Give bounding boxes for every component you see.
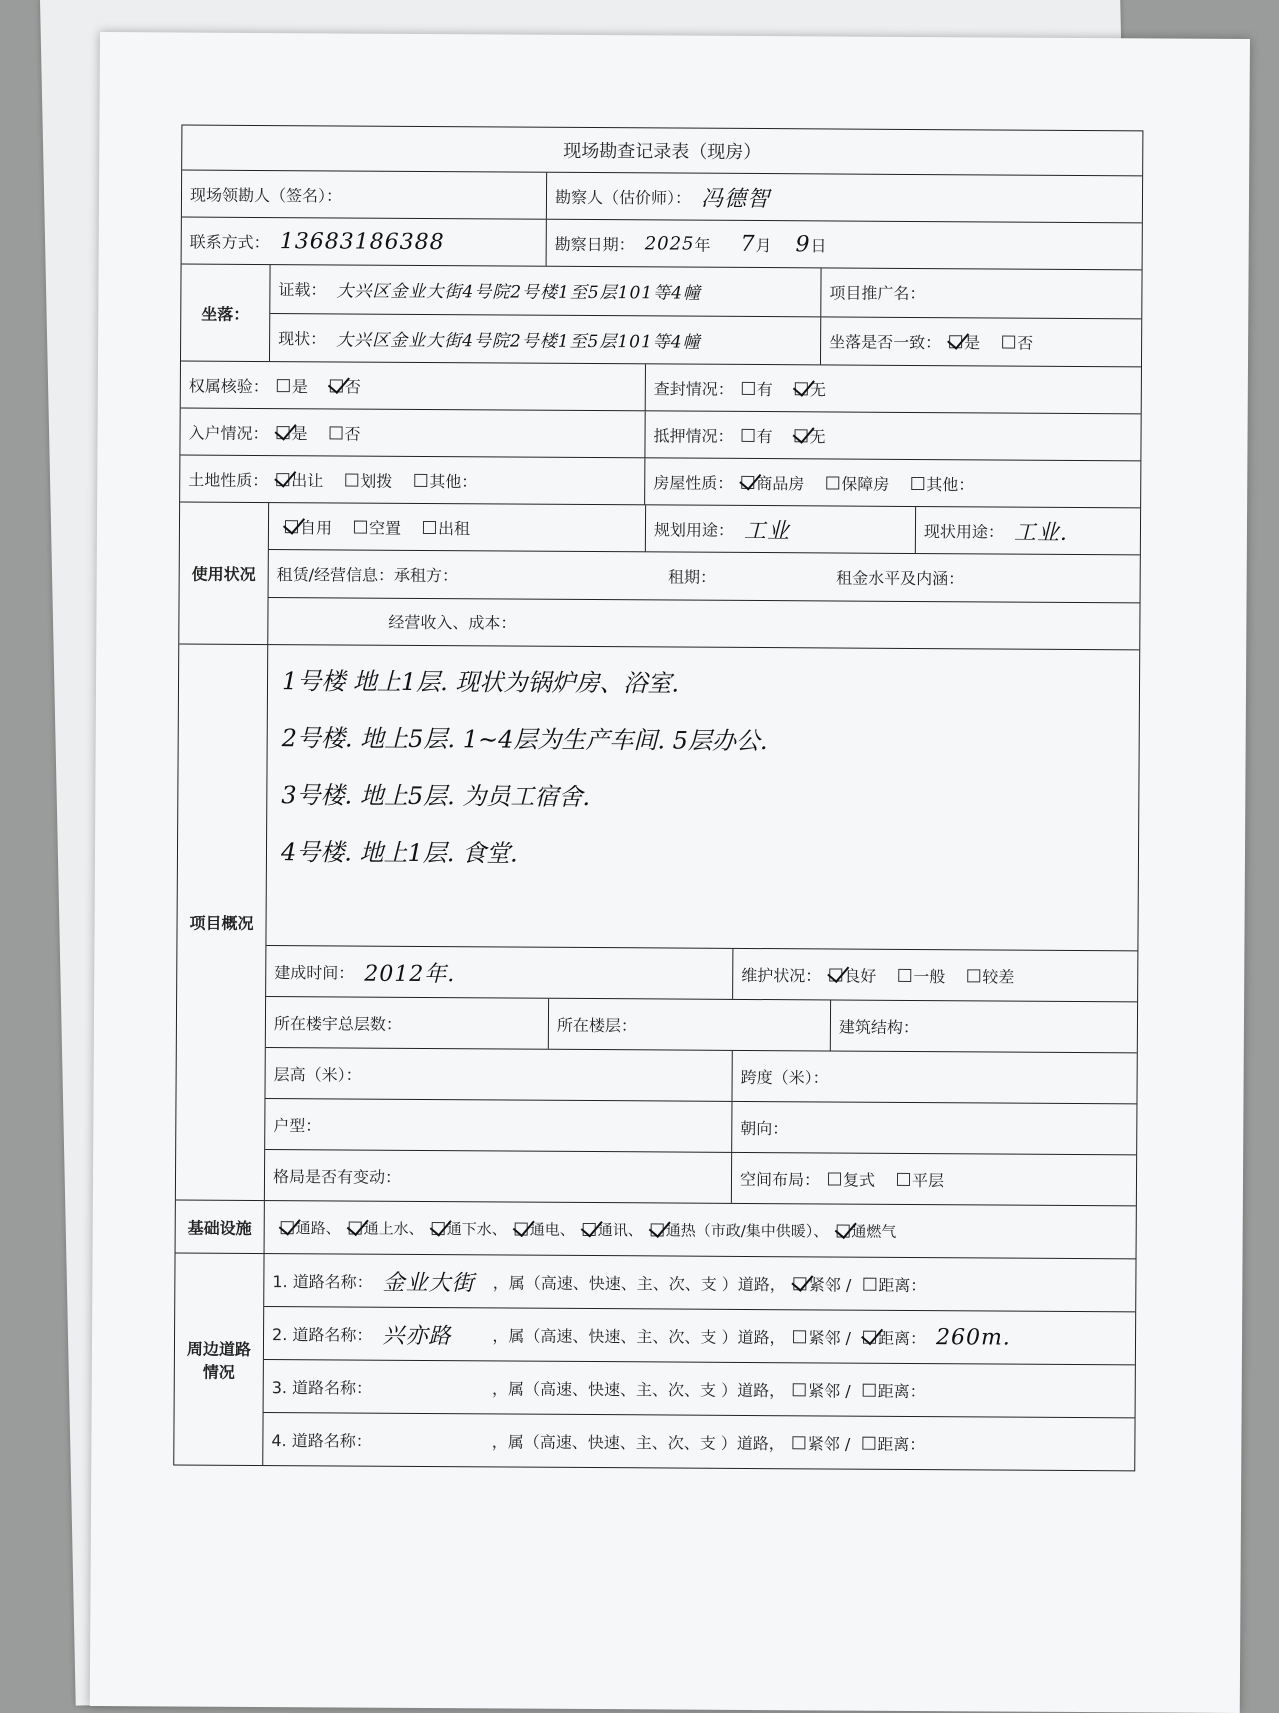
span-label: 跨度（米）： [740, 1067, 829, 1087]
seal-none-label: 无 [809, 379, 826, 399]
actual-use-value: 工业. [1013, 520, 1069, 546]
contact-value: 13683186388 [279, 228, 445, 255]
maint-opt-0-checkbox[interactable] [829, 968, 842, 981]
land-opt-0: 出让 [291, 470, 324, 490]
project-section-label: 项目概况 [189, 913, 254, 933]
maint-opt-1: 一般 [913, 966, 946, 986]
lease-label: 租赁/经营信息：承租方： [276, 565, 459, 586]
road-adjacent-4: 紧邻 / [807, 1433, 851, 1454]
project-note-4: 4号楼. 地上1层. 食堂. [280, 838, 518, 868]
land-opt-0-checkbox[interactable] [276, 473, 289, 486]
road-distance-2-checkbox[interactable] [863, 1330, 876, 1343]
road-section-label: 周边道路情况 [186, 1339, 252, 1382]
road-mid-2: ，属（高速、快速、主、次、支 ）道路， [492, 1325, 786, 1347]
consistent-label: 坐落是否一致： [829, 332, 942, 352]
road-row-2 [264, 1307, 1135, 1364]
date-day: 9 [795, 231, 811, 257]
location-block [269, 265, 1142, 366]
usage-opts-cell [269, 503, 645, 552]
unit-label: 户型： [273, 1115, 322, 1135]
maint-label: 维护状况： [741, 965, 822, 985]
ownership-cell [181, 362, 645, 411]
date-year-suffix: 年 [694, 235, 711, 255]
mortgage-have-label: 有 [756, 426, 773, 446]
seal-cell [645, 364, 1141, 413]
infra-section-label: 基础设施 [187, 1218, 252, 1238]
project-note-3: 3号楼. 地上5层. 为员工宿舍. [281, 781, 591, 812]
ownership-yes-checkbox[interactable] [277, 379, 290, 392]
cert-value: 大兴区金业大街4号院2号楼1至5层101等4幢 [336, 281, 702, 304]
contact-cell [182, 218, 546, 266]
ownership-yes-label: 是 [291, 376, 308, 396]
built-cell [266, 946, 732, 999]
layout-change-label: 格局是否有变动： [272, 1166, 402, 1187]
infra-opt-2: 通下水、 [446, 1219, 507, 1239]
house-opt-0-checkbox[interactable] [741, 475, 754, 488]
mortgage-label: 抵押情况： [653, 425, 734, 446]
entry-yes-checkbox[interactable] [277, 426, 290, 439]
land-opt-1: 划拨 [360, 471, 393, 491]
road-adjacent-2-checkbox[interactable] [793, 1330, 806, 1343]
infra-opt-6: 通燃气 [851, 1222, 897, 1241]
built-value: 2012年. [364, 961, 456, 987]
mortgage-cell [644, 411, 1140, 460]
infra-opt-4: 通讯、 [597, 1220, 643, 1239]
house-opt-2: 其他： [926, 474, 975, 494]
infra-cell [264, 1201, 1136, 1258]
actual-value: 大兴区金业大街4号院2号楼1至5层101等4幢 [336, 330, 701, 353]
built-label: 建成时间： [274, 962, 355, 983]
actual-label: 现状： [278, 328, 327, 349]
structure-label: 建筑结构： [838, 1017, 920, 1037]
unit-cell [265, 1099, 731, 1152]
road-row-4 [263, 1413, 1134, 1470]
surveyor-cell [546, 173, 1142, 223]
maint-opt-2-checkbox[interactable] [967, 969, 980, 982]
project-name-cell [820, 268, 1141, 317]
rent-label: 租金水平及内涵： [836, 568, 965, 589]
entry-no-checkbox[interactable] [330, 426, 343, 439]
infra-opt-3: 通电、 [529, 1220, 575, 1239]
infra-opt-1-checkbox[interactable] [349, 1221, 362, 1234]
consistent-no-checkbox[interactable] [1002, 335, 1015, 348]
road-distance-2: 距离： [877, 1328, 927, 1348]
space-label: 空间布局： [739, 1169, 821, 1189]
floor-cell [548, 999, 830, 1051]
lease-term-label: 租期： [668, 567, 717, 587]
date-year: 2025 [644, 232, 695, 255]
mortgage-none-label: 无 [809, 426, 826, 446]
road-name-3 [382, 1387, 492, 1388]
date-day-suffix: 日 [810, 235, 827, 255]
lead-label: 现场领勘人（签名）： [189, 185, 343, 205]
entry-no-label: 否 [344, 424, 361, 444]
usage-opt-1: 空置 [368, 518, 402, 538]
date-label: 勘察日期： [554, 234, 635, 254]
lead-cell [182, 171, 546, 219]
road-adjacent-4-checkbox[interactable] [793, 1436, 806, 1449]
height-cell [265, 1048, 731, 1101]
ownership-label: 权属核验： [188, 376, 269, 396]
usage-opt-0-checkbox[interactable] [285, 520, 298, 533]
project-name-label: 项目推广名： [829, 283, 926, 304]
land-cell [180, 455, 644, 504]
cert-label: 证载： [278, 280, 327, 300]
maint-opt-0: 良好 [844, 966, 877, 986]
entry-label: 入户情况： [188, 423, 269, 443]
height-label: 层高（米）： [273, 1064, 362, 1085]
infra-opt-1: 通上水、 [363, 1219, 424, 1238]
date-cell [546, 220, 1142, 270]
house-opt-2-checkbox[interactable] [911, 476, 924, 489]
road-dist-2: 260m. [935, 1324, 1011, 1351]
ownership-no-checkbox[interactable] [330, 379, 343, 392]
road-mid-3: ，属（高速、快速、主、次、支 ）道路， [492, 1378, 786, 1400]
consistent-yes-label: 是 [964, 333, 981, 353]
road-row-1 [264, 1254, 1135, 1311]
plan-use-value: 工业 [743, 518, 791, 544]
project-note-2: 2号楼. 地上5层. 1~4层为生产车间. 5层办公. [281, 724, 768, 756]
income-label: 经营收入、成本： [388, 613, 517, 633]
space-opt-0-checkbox[interactable] [828, 1172, 841, 1185]
seal-label: 查封情况： [653, 378, 734, 399]
usage-opt-0: 自用 [299, 517, 333, 538]
infra-opt-5-checkbox[interactable] [651, 1223, 664, 1236]
road-distance-3-checkbox[interactable] [863, 1383, 876, 1396]
infra-opt-4-checkbox[interactable] [583, 1222, 596, 1235]
house-opt-1-checkbox[interactable] [826, 476, 839, 489]
mortgage-have-checkbox[interactable] [742, 428, 755, 441]
maint-cell [732, 949, 1137, 1001]
contact-label: 联系方式： [189, 232, 270, 252]
structure-cell [830, 1000, 1137, 1052]
land-opt-2-checkbox[interactable] [414, 473, 427, 486]
project-note-1: 1号楼 地上1层. 现状为锅炉房、浴室. [281, 667, 680, 698]
road-adjacent-1-checkbox[interactable] [794, 1277, 807, 1290]
road-name-1: 金业大街 [382, 1270, 475, 1296]
orient-cell [731, 1102, 1136, 1154]
road-adjacent-3: 紧邻 / [808, 1380, 851, 1401]
road-distance-1: 距离： [878, 1275, 927, 1295]
cert-cell [270, 265, 820, 316]
floors-label: 所在楼宇总层数： [273, 1013, 403, 1034]
survey-form [173, 124, 1143, 1471]
maint-opt-1-checkbox[interactable] [898, 968, 911, 981]
date-month: 7 [740, 231, 756, 257]
surveyor-signature: 冯德智 [700, 186, 771, 212]
mortgage-none-checkbox[interactable] [795, 429, 808, 442]
consistent-cell [820, 317, 1141, 366]
consistent-yes-checkbox[interactable] [949, 335, 962, 348]
income-cell [268, 598, 1139, 650]
road-mid-4: ，属（高速、快速、主、次、支 ）道路， [491, 1431, 785, 1453]
house-opt-1: 保障房 [841, 474, 890, 494]
road-name-4 [382, 1440, 492, 1441]
road-prefix-4: 4. 道路名称： [271, 1430, 372, 1451]
road-distance-1-checkbox[interactable] [863, 1277, 876, 1290]
entry-cell [180, 409, 644, 458]
usage-block [267, 503, 1140, 649]
road-row-3 [264, 1360, 1135, 1417]
entry-yes-label: 是 [291, 423, 308, 443]
maint-opt-2: 较差 [982, 966, 1015, 987]
house-cell [644, 458, 1140, 507]
project-block [264, 645, 1139, 1205]
consistent-no-label: 否 [1017, 333, 1034, 353]
floor-label: 所在楼层： [556, 1015, 638, 1035]
surveyor-label: 勘察人（估价师）： [554, 187, 692, 208]
infra-opt-0-checkbox[interactable] [281, 1221, 294, 1234]
ownership-no-label: 否 [344, 377, 361, 397]
infra-opt-0: 通路、 [295, 1218, 341, 1237]
date-month-suffix: 月 [755, 235, 772, 255]
space-opt-1-checkbox[interactable] [897, 1172, 910, 1185]
space-opt-0: 复式 [842, 1170, 876, 1190]
layout-change-cell [265, 1150, 731, 1203]
land-opt-1-checkbox[interactable] [345, 473, 358, 486]
project-notes [266, 645, 1139, 950]
usage-section-label: 使用状况 [191, 564, 256, 584]
road-prefix-3: 3. 道路名称： [271, 1377, 373, 1398]
road-prefix-1: 1. 道路名称： [272, 1271, 373, 1292]
infra-opt-5: 通热（市政/集中供暖）、 [665, 1220, 829, 1240]
house-opt-0: 商品房 [756, 473, 805, 493]
space-cell [731, 1153, 1136, 1205]
space-opt-1: 平层 [911, 1170, 945, 1190]
paper-sheet [90, 32, 1250, 1713]
road-mid-1: ，属（高速、快速、主、次、支 ）道路， [492, 1272, 786, 1294]
lease-cell [269, 550, 1140, 602]
actual-cell [270, 314, 820, 365]
road-prefix-2: 2. 道路名称： [271, 1324, 373, 1345]
infra-opt-2-checkbox[interactable] [432, 1222, 445, 1235]
plan-use-label: 规划用途： [653, 520, 735, 540]
infra-opt-6-checkbox[interactable] [836, 1224, 849, 1237]
house-label: 房屋性质： [653, 472, 734, 493]
actual-use-label: 现状用途： [923, 521, 1005, 542]
usage-opt-2: 出租 [437, 518, 471, 538]
road-adjacent-2: 紧邻 / [808, 1327, 852, 1348]
actual-use-cell [915, 507, 1140, 555]
seal-have-checkbox[interactable] [742, 381, 755, 394]
road-distance-3: 距离： [877, 1381, 926, 1401]
span-cell [731, 1051, 1136, 1103]
seal-have-label: 有 [756, 379, 773, 399]
orient-label: 朝向： [740, 1118, 789, 1138]
usage-opt-2-checkbox[interactable] [423, 521, 436, 534]
land-label: 土地性质： [188, 470, 269, 490]
infra-opt-3-checkbox[interactable] [515, 1222, 528, 1235]
seal-none-checkbox[interactable] [795, 382, 808, 395]
form-title: 现场勘查记录表（现房） [563, 140, 762, 164]
plan-use-cell [645, 505, 915, 553]
road-block [262, 1254, 1135, 1470]
road-distance-4-checkbox[interactable] [862, 1436, 875, 1449]
location-label: 坐落： [201, 304, 250, 324]
road-adjacent-3-checkbox[interactable] [793, 1383, 806, 1396]
road-name-2: 兴亦路 [382, 1323, 452, 1349]
road-distance-4: 距离： [877, 1434, 926, 1454]
usage-opt-1-checkbox[interactable] [354, 520, 367, 533]
floors-cell [266, 997, 548, 1049]
land-opt-2: 其他： [429, 471, 478, 491]
road-adjacent-1: 紧邻 / [808, 1274, 852, 1295]
